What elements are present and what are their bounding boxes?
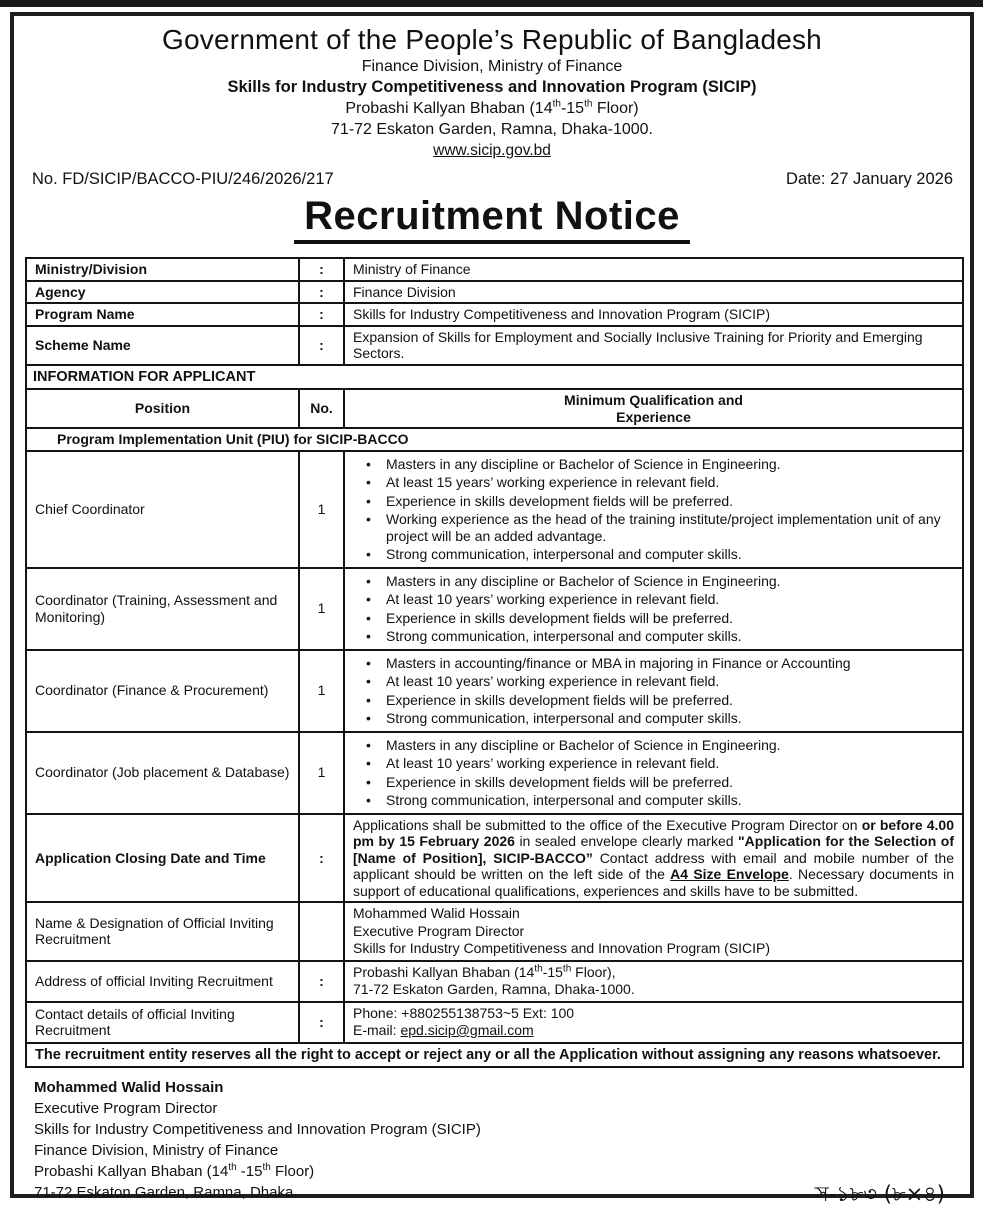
bullet-item: • Masters in any discipline or Bachelor of Science in Engineering. — [353, 456, 954, 473]
bullet-item: • Masters in any discipline or Bachelor of Science in Engineering. — [353, 573, 954, 590]
text-line: Mohammed Walid Hossain — [353, 905, 520, 921]
disclaimer-text: The recruitment entity reserves all the right to accept or reject any or all the Application without assigning any reasons whatsoever. — [26, 1043, 963, 1068]
position-title: Coordinator (Finance & Procurement) — [26, 650, 299, 732]
table-row — [26, 303, 963, 326]
position-count: 1 — [299, 568, 344, 650]
agency-label: Agency — [26, 281, 299, 304]
page-title: Recruitment Notice — [294, 194, 690, 244]
bullet-item: • Experience in skills development fields will be preferred. — [353, 610, 954, 627]
text-line: Executive Program Director — [34, 1100, 218, 1117]
position-count: 1 — [299, 650, 344, 732]
ministry-value: Ministry of Finance — [344, 258, 963, 281]
bengali-reference-mark: স-১৮৩ (৮×৪) — [814, 1182, 945, 1206]
bullet-item: • Experience in skills development fields will be preferred. — [353, 692, 954, 709]
table-row — [26, 1002, 963, 1043]
unit-header: Program Implementation Unit (PIU) for SICIP-BACCO — [26, 428, 963, 451]
position-row — [26, 568, 963, 650]
position-title: Coordinator (Training, Assessment and Monitoring) — [26, 568, 299, 650]
colon-cell: : — [299, 258, 344, 281]
bullet-item: • At least 10 years’ working experience in relevant field. — [353, 591, 954, 608]
address-line2: 71-72 Eskaton Garden, Ramna, Dhaka-1000. — [353, 981, 635, 997]
page-top-bar — [0, 0, 983, 7]
text-segment: "Application for the Selection of [Name of Position], SICIP-BACCO” — [353, 833, 954, 866]
official-value — [344, 902, 963, 961]
position-title: Chief Coordinator — [26, 451, 299, 568]
qualification-column-header: Minimum Qualification and Experience — [344, 389, 963, 428]
text-segment: or before 4.00 pm by 15 February 2026 — [353, 816, 954, 849]
table-row — [26, 258, 963, 281]
program-name-label: Program Name — [26, 303, 299, 326]
agency-value: Finance Division — [344, 281, 963, 304]
text-line: Skills for Industry Competitiveness and Innovation Program (SICIP) — [353, 940, 771, 956]
closing-date-label: Application Closing Date and Time — [26, 814, 299, 903]
signatory-street: 71-72 Eskaton Garden, Ramna, Dhaka. — [34, 1184, 298, 1201]
signature-block — [34, 1077, 959, 1206]
position-requirements — [344, 568, 963, 650]
text-line: Executive Program Director — [353, 922, 525, 939]
official-label: Name & Designation of Official Inviting Recruitment — [26, 902, 299, 961]
bullet-item: • Experience in skills development fields will be preferred. — [353, 493, 954, 510]
text-segment: Contact address with email and mobile number of the applicant should be written on the left side of the — [353, 849, 954, 882]
address-line1: Probashi Kallyan Bhaban (14th-15th Floor), — [353, 962, 616, 980]
table-header-row — [26, 389, 963, 428]
table-row — [26, 281, 963, 304]
empty-cell — [299, 902, 344, 961]
bullet-item: • Masters in any discipline or Bachelor of Science in Engineering. — [353, 737, 954, 754]
contact-phone: Phone: +880255138753~5 Ext: 100 — [353, 1004, 575, 1021]
position-requirements — [344, 650, 963, 732]
bullet-item: • At least 10 years’ working experience in relevant field. — [353, 755, 954, 772]
signatory-name: Mohammed Walid Hossain — [34, 1079, 224, 1096]
website-link[interactable]: www.sicip.gov.bd — [433, 142, 551, 159]
government-title: Government of the People’s Republic of Bangladesh — [162, 24, 822, 55]
text-segment: A4 Size Envelope — [670, 866, 789, 882]
position-title: Coordinator (Job placement & Database) — [26, 732, 299, 814]
reference-row — [25, 170, 959, 189]
recruitment-table — [25, 257, 964, 1068]
no-column-header: No. — [299, 389, 344, 428]
bullet-item: • Experience in skills development fields will be preferred. — [353, 774, 954, 791]
website-line — [25, 140, 959, 161]
colon-cell: : — [299, 1002, 344, 1043]
text-line: Skills for Industry Competitiveness and Innovation Program (SICIP) — [34, 1121, 481, 1138]
contact-email-line: E-mail: epd.sicip@gmail.com — [353, 1022, 534, 1038]
table-row — [26, 365, 963, 390]
bullet-item: • At least 15 years’ working experience in relevant field. — [353, 474, 954, 491]
position-count: 1 — [299, 451, 344, 568]
position-requirements — [344, 732, 963, 814]
colon-cell: : — [299, 814, 344, 903]
signatory-building: Probashi Kallyan Bhaban (14th -15th Floor) — [34, 1162, 315, 1180]
position-row — [26, 650, 963, 732]
position-row — [26, 732, 963, 814]
program-line: Skills for Industry Competitiveness and Innovation Program (SICIP) — [227, 78, 757, 96]
notice-date: Date: 27 January 2026 — [786, 170, 953, 188]
ministry-label: Ministry/Division — [26, 258, 299, 281]
email-link[interactable]: epd.sicip@gmail.com — [400, 1022, 534, 1038]
division-line: Finance Division, Ministry of Finance — [361, 58, 623, 75]
table-row — [26, 814, 963, 903]
bullet-item: • Strong communication, interpersonal and computer skills. — [353, 546, 954, 563]
bullet-item: • At least 10 years’ working experience in relevant field. — [353, 673, 954, 690]
text-line: Finance Division, Ministry of Finance — [34, 1142, 279, 1159]
bullet-item: • Strong communication, interpersonal and computer skills. — [353, 710, 954, 727]
bullet-item: • Masters in accounting/finance or MBA in majoring in Finance or Accounting — [353, 655, 954, 672]
memo-number: No. FD/SICIP/BACCO-PIU/246/2026/217 — [32, 170, 334, 188]
document-frame — [10, 12, 974, 1206]
table-row — [26, 1043, 963, 1068]
title-wrap — [25, 194, 959, 244]
table-row — [26, 326, 963, 365]
text-segment: . Necessary documents in support of educational qualifications, experiences and skills have to be submitted. — [353, 866, 955, 899]
table-row — [26, 902, 963, 961]
address-value — [344, 961, 963, 1002]
position-requirements — [344, 451, 963, 568]
section-header: INFORMATION FOR APPLICANT — [26, 365, 963, 390]
scheme-name-label: Scheme Name — [26, 326, 299, 365]
building-line: Probashi Kallyan Bhaban (14th-15th Floor) — [345, 98, 639, 117]
contact-value — [344, 1002, 963, 1043]
position-count: 1 — [299, 732, 344, 814]
program-name-value: Skills for Industry Competitiveness and Innovation Program (SICIP) — [344, 303, 963, 326]
contact-label: Contact details of official Inviting Recruitment — [26, 1002, 299, 1043]
scheme-name-value: Expansion of Skills for Employment and Socially Inclusive Training for Priority and Emerging Sectors. — [344, 326, 963, 365]
colon-cell: : — [299, 303, 344, 326]
table-row — [26, 961, 963, 1002]
address-label: Address of official Inviting Recruitment — [26, 961, 299, 1002]
closing-date-text — [344, 814, 963, 903]
position-row — [26, 451, 963, 568]
position-column-header: Position — [26, 389, 299, 428]
bullet-item: • Working experience as the head of the training institute/project implementation unit of any project will be an added advantage. — [353, 511, 954, 544]
street-line: 71-72 Eskaton Garden, Ramna, Dhaka-1000. — [331, 121, 653, 138]
colon-cell: : — [299, 961, 344, 1002]
bullet-item: • Strong communication, interpersonal and computer skills. — [353, 792, 954, 809]
table-row — [26, 428, 963, 451]
bullet-item: • Strong communication, interpersonal and computer skills. — [353, 628, 954, 645]
text-segment: Applications shall be submitted to the office of the Executive Program Director on — [353, 816, 862, 833]
colon-cell: : — [299, 326, 344, 365]
signatory-details — [34, 1098, 959, 1161]
letterhead — [25, 23, 959, 161]
text-segment: in sealed envelope clearly marked — [514, 833, 739, 849]
colon-cell: : — [299, 281, 344, 304]
